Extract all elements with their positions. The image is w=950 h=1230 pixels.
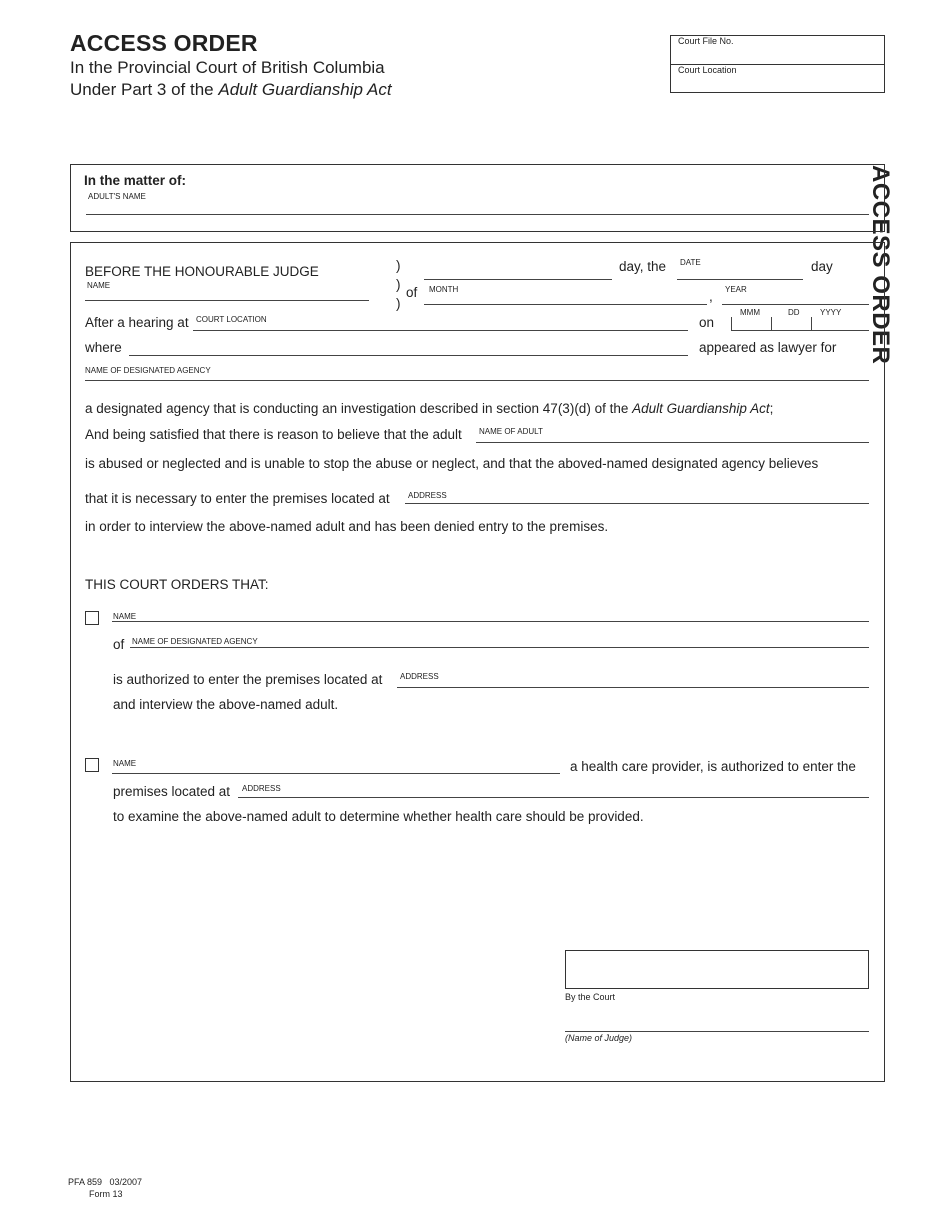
paren-3: ) xyxy=(396,296,401,311)
day-ordinal-field[interactable] xyxy=(424,279,612,280)
date-field[interactable] xyxy=(677,279,803,280)
court-location-label: Court Location xyxy=(678,65,737,75)
appeared-text: appeared as lawyer for xyxy=(699,340,837,355)
year-field[interactable] xyxy=(722,304,869,305)
where-text: where xyxy=(85,340,122,355)
form-number: Form 13 xyxy=(89,1189,123,1199)
month-label: MONTH xyxy=(429,285,459,294)
necessary-text: that it is necessary to enter the premises located at xyxy=(85,491,390,506)
order-1-name-field[interactable] xyxy=(112,621,869,622)
signature-box[interactable] xyxy=(565,950,869,989)
date-divider xyxy=(811,317,812,330)
order-1-address-label: ADDRESS xyxy=(400,672,439,681)
agency-text-prefix: a designated agency that is conducting an investigation described in section 47(3)(d) of the xyxy=(85,401,633,416)
order-2-name-label: NAME xyxy=(113,759,137,768)
order-2-examine-text: to examine the above-named adult to determine whether health care should be provided. xyxy=(113,809,644,824)
paren-2: ) xyxy=(396,277,401,292)
yyyy-label: YYYY xyxy=(820,308,842,317)
of-text: of xyxy=(406,285,418,300)
order-2-name-field[interactable] xyxy=(112,773,560,774)
name-of-adult-label: NAME OF ADULT xyxy=(479,427,543,436)
by-the-court-label: By the Court xyxy=(565,992,616,1002)
court-file-no-label: Court File No. xyxy=(678,36,734,46)
satisfied-text: And being satisfied that there is reason to believe that the adult xyxy=(85,427,462,442)
order-1-interview-text: and interview the above-named adult. xyxy=(113,697,339,712)
after-hearing-text: After a hearing at xyxy=(85,315,189,330)
year-label: YEAR xyxy=(725,285,747,294)
order-2-checkbox[interactable] xyxy=(85,758,99,772)
lawyer-name-field[interactable] xyxy=(129,355,688,356)
agency-text-act: Adult Guardianship Act xyxy=(632,401,770,416)
paren-1: ) xyxy=(396,258,401,273)
interview-text: in order to interview the above-named adult and has been denied entry to the premises. xyxy=(85,519,609,534)
abused-text: is abused or neglected and is unable to stop the abuse or neglect, and that the aboved-named designated agency believes xyxy=(85,456,819,471)
act-subtitle xyxy=(70,80,392,100)
agency-text-suffix: ; xyxy=(769,401,774,416)
order-1-authorized-text: is authorized to enter the premises located at xyxy=(113,672,383,687)
court-subtitle: In the Provincial Court of British Columbia xyxy=(70,58,385,77)
act-subtitle-act: Adult Guardianship Act xyxy=(218,80,392,99)
page-title: ACCESS ORDER xyxy=(70,30,258,56)
month-field[interactable] xyxy=(424,304,707,305)
orders-heading: THIS COURT ORDERS THAT: xyxy=(85,577,269,592)
order-2-hcp-text: a health care provider, is authorized to enter the xyxy=(570,759,856,774)
matter-heading: In the matter of: xyxy=(84,173,187,188)
before-judge-text: BEFORE THE HONOURABLE JUDGE xyxy=(85,264,319,279)
order-2-premises-text: premises located at xyxy=(113,784,231,799)
hearing-location-label: COURT LOCATION xyxy=(196,315,267,324)
dd-label: DD xyxy=(788,308,800,317)
name-of-adult-field[interactable] xyxy=(476,442,869,443)
premises-address-field[interactable] xyxy=(405,503,869,504)
agency-label: NAME OF DESIGNATED AGENCY xyxy=(85,366,211,375)
judge-name-line[interactable] xyxy=(565,1031,869,1032)
name-of-judge-label: (Name of Judge) xyxy=(565,1033,633,1043)
judge-name-field[interactable] xyxy=(85,300,369,301)
order-1-agency-field[interactable] xyxy=(130,647,869,648)
date-divider xyxy=(771,317,772,330)
court-file-box xyxy=(670,35,885,93)
day-text: day xyxy=(811,259,833,274)
mmm-label: MMM xyxy=(740,308,760,317)
order-2-address-label: ADDRESS xyxy=(242,784,281,793)
order-2-address-field[interactable] xyxy=(238,797,869,798)
order-1-address-field[interactable] xyxy=(397,687,869,688)
premises-address-label: ADDRESS xyxy=(408,491,447,500)
act-subtitle-prefix: Under Part 3 of the xyxy=(70,80,219,99)
on-text: on xyxy=(699,315,715,330)
agency-investigation-text xyxy=(85,401,773,416)
agency-field[interactable] xyxy=(85,380,869,381)
hearing-date-field[interactable] xyxy=(731,317,869,331)
order-1-agency-label: NAME OF DESIGNATED AGENCY xyxy=(132,637,258,646)
side-title: ACCESS ORDER xyxy=(867,165,894,365)
day-the-text: day, the xyxy=(619,259,667,274)
order-1-name-label: NAME xyxy=(113,612,137,621)
order-1-checkbox[interactable] xyxy=(85,611,99,625)
order-1-of-text: of xyxy=(113,637,125,652)
adult-name-field[interactable] xyxy=(86,214,869,215)
court-location-field[interactable] xyxy=(671,64,884,93)
comma: , xyxy=(709,289,713,304)
judge-name-label: NAME xyxy=(87,281,111,290)
court-file-no-field[interactable] xyxy=(671,36,884,64)
adult-name-label: ADULT'S NAME xyxy=(88,192,146,201)
hearing-location-field[interactable] xyxy=(193,330,688,331)
form-code: PFA 859 03/2007 xyxy=(68,1177,143,1187)
date-divider xyxy=(731,317,732,330)
matter-box xyxy=(70,164,885,232)
date-label: DATE xyxy=(680,258,701,267)
